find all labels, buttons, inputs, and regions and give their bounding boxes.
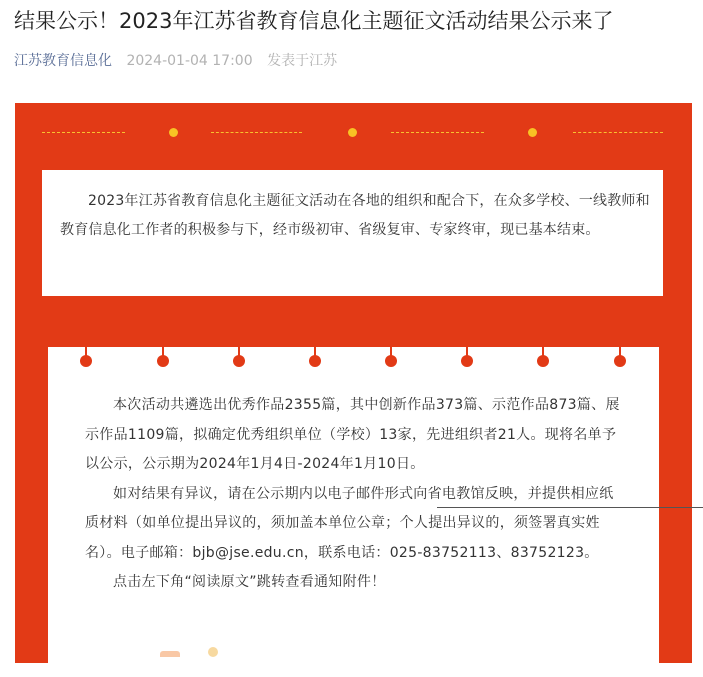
notice-paragraph: 如对结果有异议，请在公示期内以电子邮件形式向省电教馆反映，并提供相应纸质材料（如单位提出异议的，须加盖本单位公章；个人提出异议的，须签署真实姓名）。电子邮箱：bjb@jse.edu.cn，联系电话：025-83752113、83752123。 [85, 485, 614, 561]
article-meta [14, 51, 337, 71]
account-name-link[interactable]: 江苏教育信息化 [14, 53, 112, 69]
announcement-poster [15, 103, 692, 663]
intro-paragraph: 2023年江苏省教育信息化主题征文活动在各地的组织和配合下，在众多学校、一线教师和教育信息化工作者的积极参与下，经市级初审、省级复审、专家终审，现已基本结束。 [60, 193, 650, 238]
pin-ball-decoration [80, 355, 92, 367]
publish-location: 发表于江苏 [267, 53, 338, 69]
intro-card [42, 170, 663, 296]
divider-line [437, 507, 703, 508]
article-title: 结果公示！2023年江苏省教育信息化主题征文活动结果公示来了 [14, 9, 614, 33]
pin-ball-decoration [461, 355, 473, 367]
dot-decoration [528, 128, 537, 137]
pin-ball-decoration [537, 355, 549, 367]
pin-ball-decoration [385, 355, 397, 367]
pin-ball-decoration [233, 355, 245, 367]
pin-ball-decoration [157, 355, 169, 367]
dashed-line-decoration [211, 132, 302, 133]
notice-card [48, 347, 659, 677]
pin-ball-decoration [614, 355, 626, 367]
dot-decoration [348, 128, 357, 137]
dashed-line-decoration [42, 132, 125, 133]
notice-paragraph: 点击左下角“阅读原文”跳转查看通知附件！ [113, 574, 386, 590]
pin-ball-decoration [309, 355, 321, 367]
cloud-decoration [160, 651, 180, 657]
dashed-line-decoration [391, 132, 484, 133]
notice-body [85, 391, 625, 598]
dot-decoration [169, 128, 178, 137]
dashed-line-decoration [573, 132, 663, 133]
publish-date: 2024-01-04 17:00 [126, 53, 253, 69]
notice-paragraph: 本次活动共遴选出优秀作品2355篇，其中创新作品373篇、示范作品873篇、展示作品1109篇，拟确定优秀组织单位（学校）13家，先进组织者21人。现将名单予以公示，公示期为2024年1月4日-2024年1月10日。 [85, 397, 620, 472]
sun-decoration [208, 647, 218, 657]
